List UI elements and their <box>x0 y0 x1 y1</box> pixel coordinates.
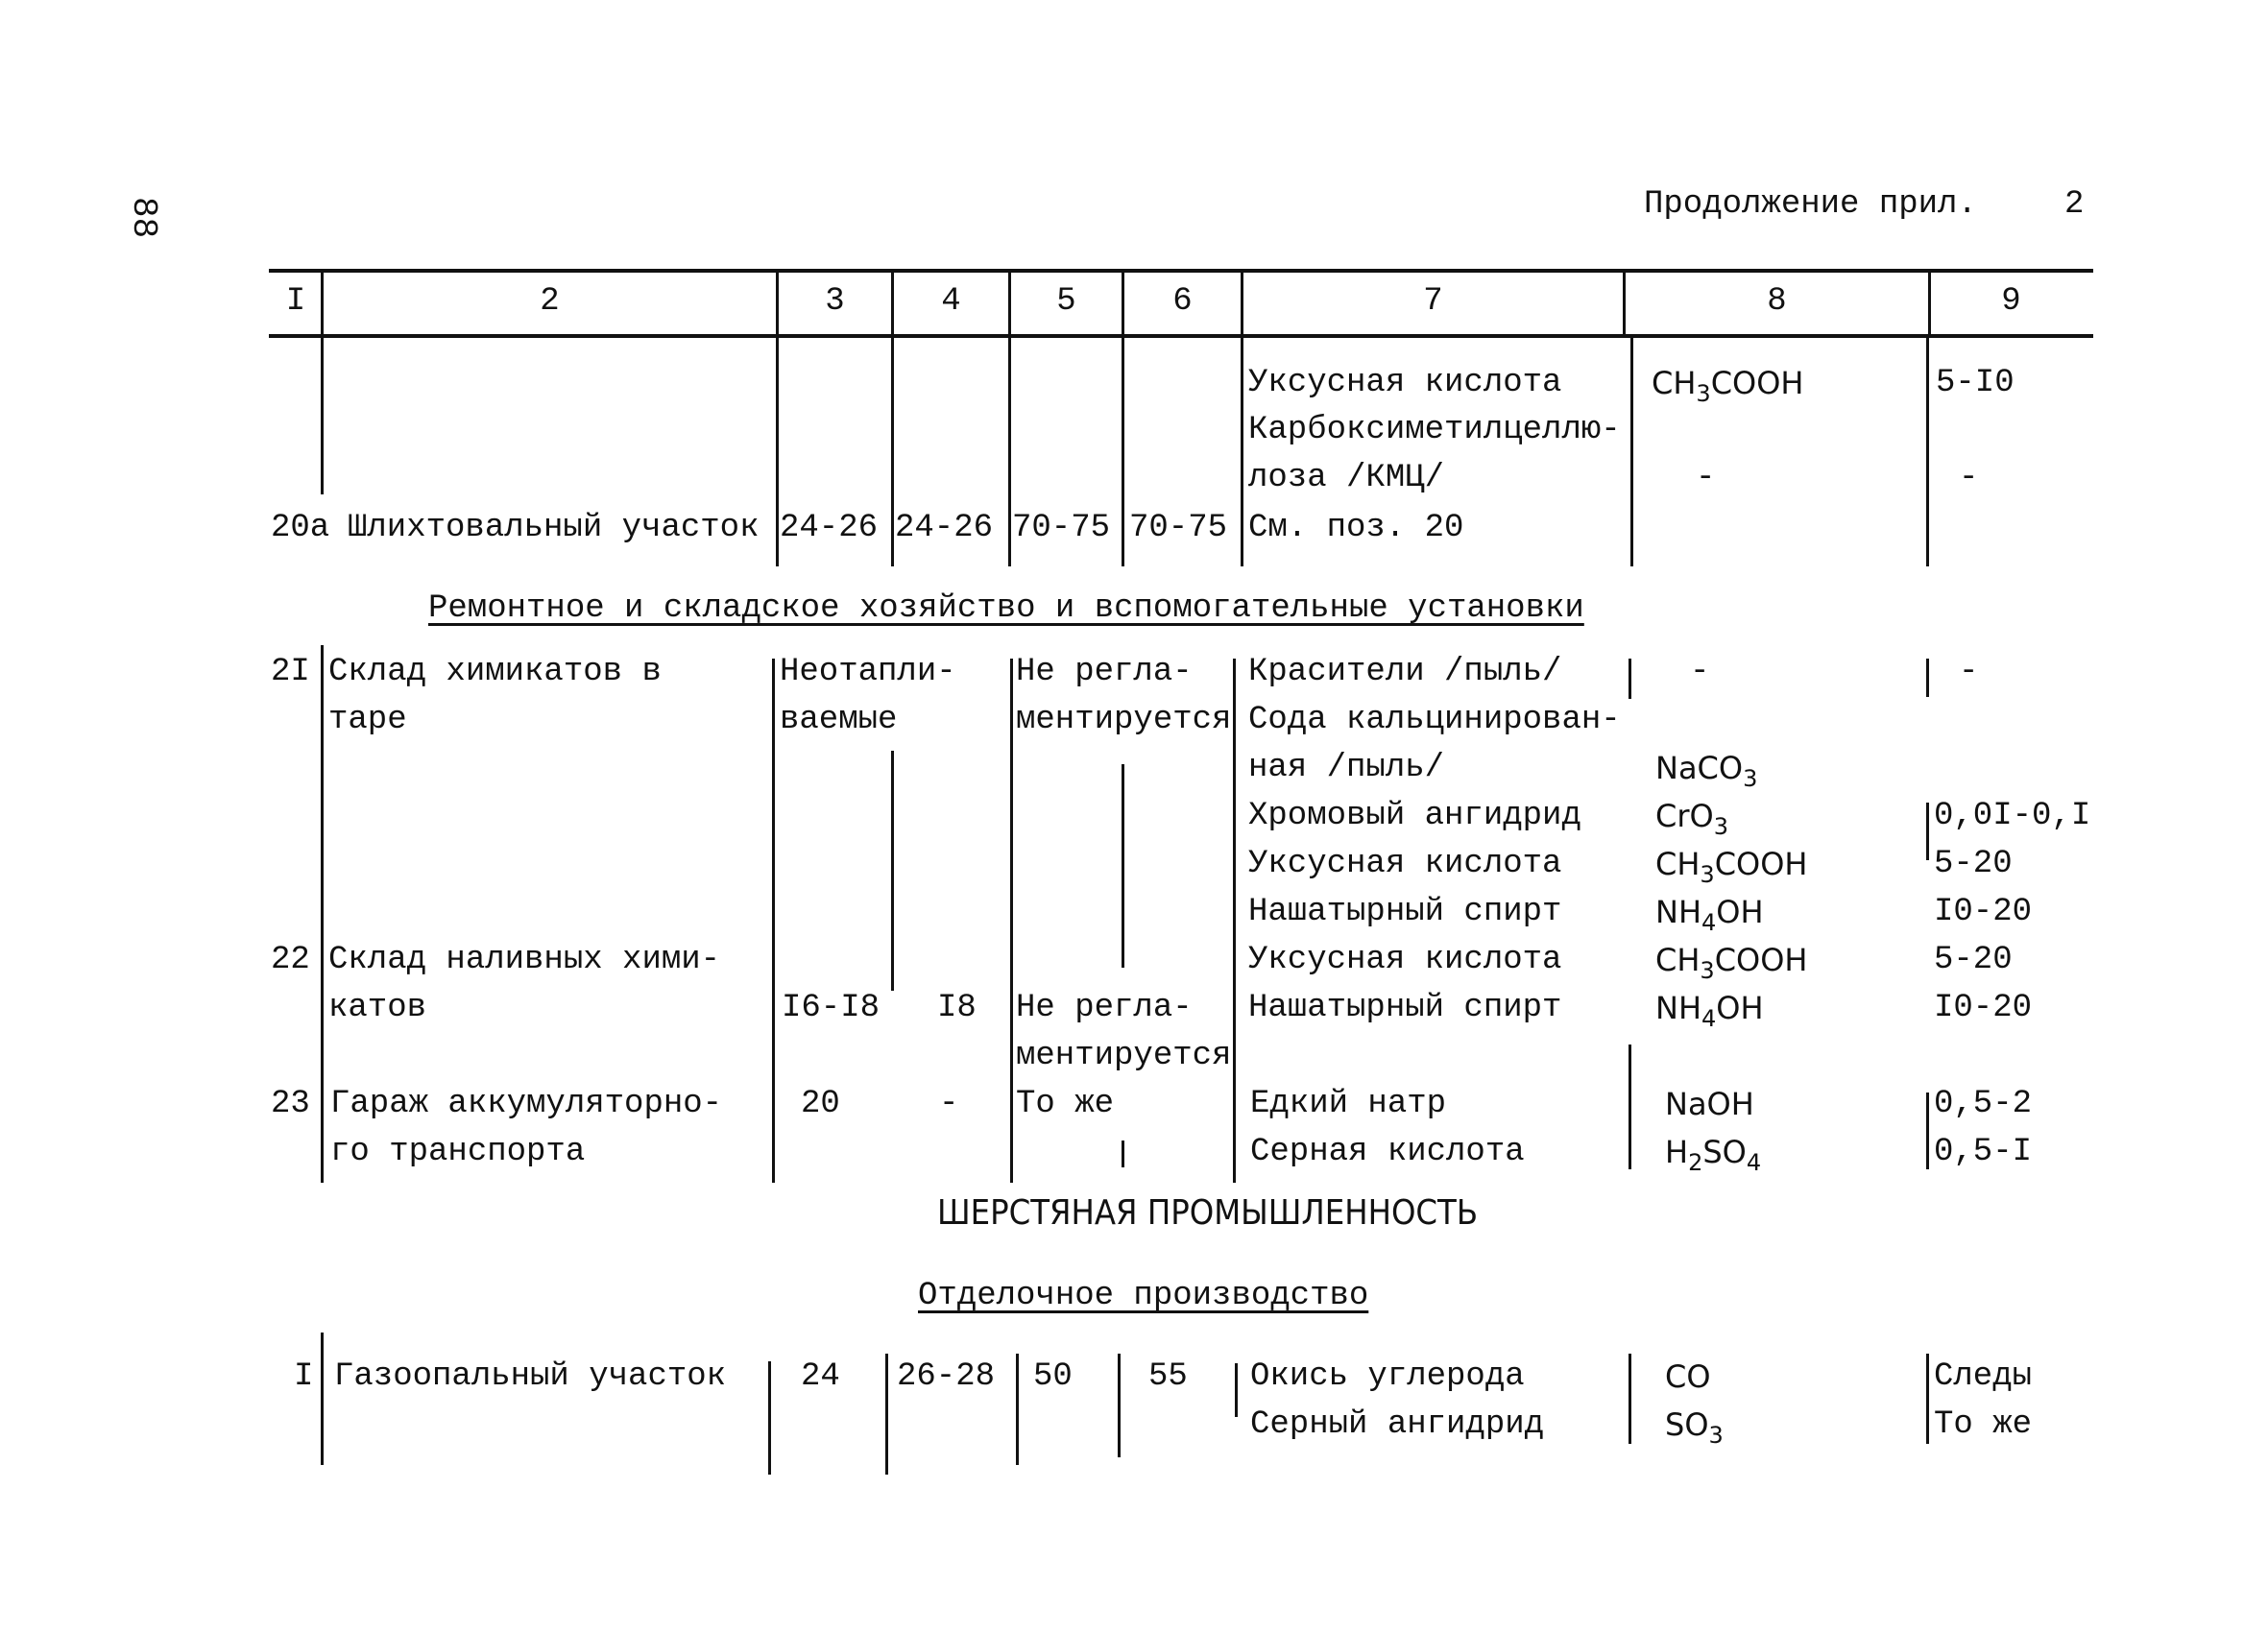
temperature-value: 24 <box>801 1358 840 1395</box>
chemical-formula: $CH_3COOH$ <box>1655 846 1808 888</box>
col-header-8: 8 <box>1767 283 1787 320</box>
workshop-name: Шлихтовальный участок <box>348 510 760 546</box>
concentration-value: 0,0I-0,I <box>1934 798 2091 834</box>
temperature-value: 24-26 <box>780 510 879 546</box>
col-rule <box>1122 336 1124 566</box>
substance-name: Уксусная кислота <box>1248 846 1562 882</box>
chemical-formula: $CH_3COOH$ <box>1655 942 1808 984</box>
col-rule <box>885 1354 888 1475</box>
humidity-note: ментируется <box>1016 1038 1232 1074</box>
col-rule <box>1118 1354 1121 1457</box>
concentration-value: I0-20 <box>1934 990 2033 1026</box>
col-rule <box>772 659 775 1183</box>
col-header-4: 4 <box>941 283 961 320</box>
temperature-note: ваемые <box>780 702 898 738</box>
humidity-value: 50 <box>1033 1358 1073 1395</box>
col-rule <box>1629 1045 1631 1169</box>
concentration-value: - <box>1959 460 1979 496</box>
humidity-note: ментируется <box>1016 702 1232 738</box>
col-rule <box>1926 1354 1929 1444</box>
substance-name: Уксусная кислота <box>1248 365 1562 401</box>
workshop-name: Газоопальный участок <box>334 1358 727 1395</box>
col-rule <box>891 336 894 566</box>
concentration-value: То же <box>1934 1406 2033 1443</box>
workshop-name: катов <box>328 990 427 1026</box>
row-number: I <box>294 1358 314 1395</box>
substance-name: Карбоксиметилцеллю- <box>1248 412 1621 448</box>
workshop-name: го транспорта <box>330 1134 586 1170</box>
substance-name: Красители /пыль/ <box>1248 654 1562 690</box>
section-heading: Ремонтное и складское хозяйство и вспомогательные установки <box>428 590 1584 627</box>
substance-name: Едкий натр <box>1250 1086 1447 1122</box>
industry-heading: ШЕРСТЯНАЯ ПРОМЫШЛЕННОСТЬ <box>937 1193 1479 1233</box>
substance-name: лоза /КМЦ/ <box>1248 460 1445 496</box>
chemical-formula: $H_2SO_4$ <box>1665 1134 1762 1176</box>
col-header-6: 6 <box>1172 283 1193 320</box>
substance-reference: См. поз. 20 <box>1248 510 1464 546</box>
col-header-3: 3 <box>825 283 845 320</box>
temperature-value: 26-28 <box>897 1358 996 1395</box>
concentration-value: I0-20 <box>1934 894 2033 930</box>
col-header-7: 7 <box>1423 283 1443 320</box>
humidity-note: Не регла- <box>1016 654 1193 690</box>
chemical-formula: $SO_3$ <box>1665 1406 1724 1449</box>
temperature-value: 20 <box>801 1086 840 1122</box>
col-rule <box>1926 336 1929 566</box>
substance-name: Хромовый ангидрид <box>1248 798 1581 834</box>
workshop-name: таре <box>328 702 407 738</box>
row-number: 20а <box>271 510 330 546</box>
col-rule <box>1010 659 1013 1183</box>
temperature-value: I8 <box>937 990 977 1026</box>
substance-name: Серный ангидрид <box>1250 1406 1545 1443</box>
col-rule <box>1016 1354 1019 1465</box>
chemical-formula: $CH_3COOH$ <box>1652 365 1804 407</box>
page-number: 88 <box>124 197 163 239</box>
chemical-formula: CO <box>1665 1358 1711 1395</box>
col-rule <box>891 751 894 991</box>
workshop-name: Гараж аккумуляторно- <box>330 1086 723 1122</box>
col-header-5: 5 <box>1056 283 1076 320</box>
temperature-value: 24-26 <box>895 510 994 546</box>
chemical-formula: NaCO$_3$ <box>1655 750 1758 792</box>
col-rule <box>321 1333 324 1465</box>
col-rule <box>1235 1363 1238 1417</box>
chemical-formula: $NH_4OH$ <box>1655 894 1764 936</box>
col-rule <box>768 1361 771 1475</box>
substance-name: Сода кальцинирован- <box>1248 702 1621 738</box>
col-rule <box>1926 803 1929 860</box>
substance-name: Уксусная кислота <box>1248 942 1562 978</box>
temperature-value: I6-I8 <box>782 990 881 1026</box>
col-header-1: I <box>285 283 306 320</box>
col-rule <box>1122 764 1124 968</box>
humidity-note: Не регла- <box>1016 990 1193 1026</box>
chemical-formula: - <box>1690 654 1710 690</box>
chemical-formula: NaOH <box>1665 1086 1754 1122</box>
col-rule <box>1233 659 1236 1183</box>
col-header-9: 9 <box>2001 283 2021 320</box>
concentration-value: 0,5-2 <box>1934 1086 2033 1122</box>
workshop-name: Склад химикатов в <box>328 654 662 690</box>
humidity-note: То же <box>1016 1086 1115 1122</box>
col-header-2: 2 <box>540 283 560 320</box>
col-rule <box>1629 659 1631 699</box>
substance-name: Серная кислота <box>1250 1134 1525 1170</box>
col-rule <box>1629 1354 1631 1444</box>
chemical-formula: CrO$_3$ <box>1655 798 1728 840</box>
workshop-name: Склад наливных хими- <box>328 942 721 978</box>
row-number: 2I <box>271 654 310 690</box>
row-number: 22 <box>271 942 310 978</box>
temperature-value: - <box>939 1086 959 1122</box>
continuation-label: Продолжение прил. <box>1644 186 1977 223</box>
appendix-number: 2 <box>2064 186 2085 223</box>
concentration-value: 0,5-I <box>1934 1134 2033 1170</box>
chemical-formula: $NH_4OH$ <box>1655 990 1764 1032</box>
substance-name: Нашатырный спирт <box>1248 894 1562 930</box>
concentration-value: 5-20 <box>1934 942 2013 978</box>
col-rule <box>1630 336 1633 566</box>
concentration-value: - <box>1959 654 1979 690</box>
col-rule <box>1926 1093 1929 1169</box>
concentration-value: 5-I0 <box>1936 365 2015 401</box>
humidity-value: 70-75 <box>1129 510 1228 546</box>
row-number: 23 <box>271 1086 310 1122</box>
substance-name: Окись углерода <box>1250 1358 1525 1395</box>
col-rule <box>1926 659 1929 697</box>
concentration-value: Следы <box>1934 1358 2033 1395</box>
temperature-note: Неотапли- <box>780 654 956 690</box>
concentration-value: 5-20 <box>1934 846 2013 882</box>
chemical-formula: - <box>1696 460 1716 496</box>
col-rule <box>321 645 324 1183</box>
col-rule <box>1122 1141 1124 1167</box>
substance-name: Нашатырный спирт <box>1248 990 1562 1026</box>
col-rule <box>1241 336 1243 566</box>
humidity-value: 55 <box>1148 1358 1188 1395</box>
section-subheading: Отделочное производство <box>918 1278 1369 1314</box>
col-rule <box>776 336 779 566</box>
col-rule <box>321 336 324 494</box>
substance-name: ная /пыль/ <box>1248 750 1445 786</box>
header-top-rule <box>269 269 2093 273</box>
col-rule <box>1008 336 1011 566</box>
header-bottom-rule <box>269 334 2093 338</box>
humidity-value: 70-75 <box>1012 510 1111 546</box>
